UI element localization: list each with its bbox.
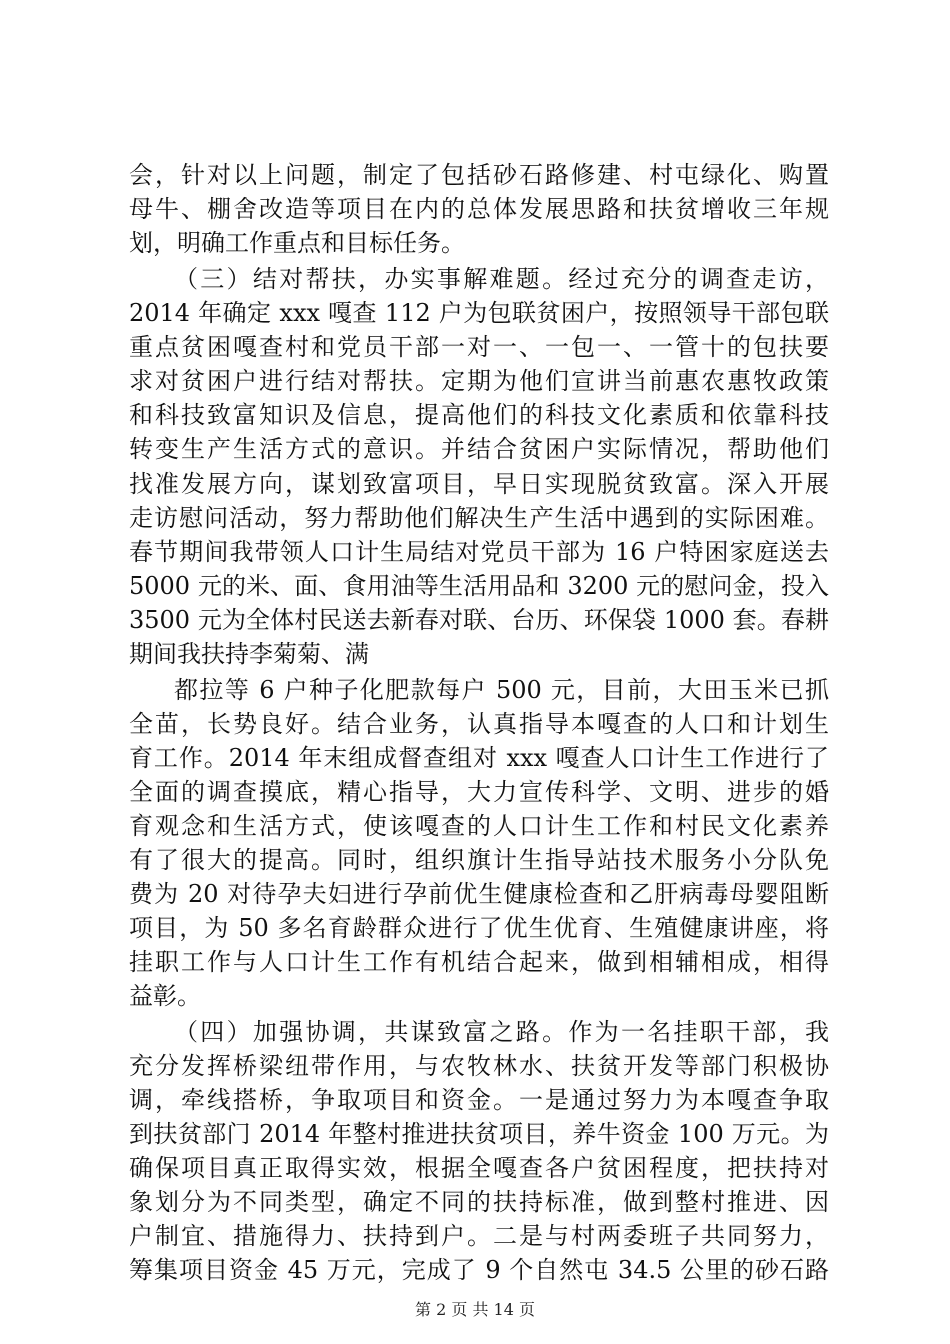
text-line: 求对贫困户进行结对帮扶。定期为他们宣讲当前惠农惠牧政策 bbox=[129, 367, 829, 395]
text-line: 母牛、棚舍改造等项目在内的总体发展思路和扶贫增收三年规 bbox=[129, 195, 829, 223]
text-line: 转变生产生活方式的意识。并结合贫困户实际情况，帮助他们 bbox=[129, 435, 829, 463]
text-line: 育工作。2014 年末组成督查组对 xxx 嘎查人口计生工作进行了 bbox=[129, 744, 829, 772]
text-line: 会，针对以上问题，制定了包括砂石路修建、村屯绿化、购置 bbox=[129, 161, 829, 189]
text-line: 春节期间我带领人口计生局结对党员干部为 16 户特困家庭送去 bbox=[129, 538, 829, 566]
text-line: 益彰。 bbox=[129, 982, 201, 1010]
text-line: 确保项目真正取得实效，根据全嘎查各户贫困程度，把扶持对 bbox=[129, 1154, 829, 1182]
text-line: 到扶贫部门 2014 年整村推进扶贫项目，养牛资金 100 万元。为 bbox=[129, 1120, 829, 1148]
text-line: 期间我扶持李菊菊、满 bbox=[129, 640, 369, 668]
text-line: 费为 20 对待孕夫妇进行孕前优生健康检查和乙肝病毒母婴阻断 bbox=[129, 880, 829, 908]
text-line: 重点贫困嘎查村和党员干部一对一、一包一、一管十的包扶要 bbox=[129, 333, 829, 361]
text-line: 5000 元的米、面、食用油等生活用品和 3200 元的慰问金，投入 bbox=[129, 572, 829, 600]
text-line: 育观念和生活方式，使该嘎查的人口计生工作和村民文化素养 bbox=[129, 812, 829, 840]
text-line: 和科技致富知识及信息，提高他们的科技文化素质和依靠科技 bbox=[129, 401, 829, 429]
text-line: （三）结对帮扶，办实事解难题。经过充分的调查走访， bbox=[174, 265, 829, 293]
text-line: 象划分为不同类型，确定不同的扶持标准，做到整村推进、因 bbox=[129, 1188, 829, 1216]
text-line: 有了很大的提高。同时，组织旗计生指导站技术服务小分队免 bbox=[129, 846, 829, 874]
text-line: 都拉等 6 户种子化肥款每户 500 元，目前，大田玉米已抓 bbox=[174, 676, 829, 704]
text-line: 找准发展方向，谋划致富项目，早日实现脱贫致富。深入开展 bbox=[129, 470, 829, 498]
text-line: （四）加强协调，共谋致富之路。作为一名挂职干部，我 bbox=[174, 1018, 829, 1046]
text-line: 划，明确工作重点和目标任务。 bbox=[129, 229, 465, 257]
text-line: 2014 年确定 xxx 嘎查 112 户为包联贫困户，按照领导干部包联 bbox=[129, 299, 829, 327]
text-line: 项目，为 50 多名育龄群众进行了优生优育、生殖健康讲座，将 bbox=[129, 914, 829, 942]
text-line: 调，牵线搭桥，争取项目和资金。一是通过努力为本嘎查争取 bbox=[129, 1086, 829, 1114]
text-line: 筹集项目资金 45 万元，完成了 9 个自然屯 34.5 公里的砂石路 bbox=[129, 1256, 829, 1284]
text-line: 户制宜、措施得力、扶持到户。二是与村两委班子共同努力， bbox=[129, 1222, 829, 1250]
text-line: 全苗，长势良好。结合业务，认真指导本嘎查的人口和计划生 bbox=[129, 710, 829, 738]
text-line: 全面的调查摸底，精心指导，大力宣传科学、文明、进步的婚 bbox=[129, 778, 829, 806]
text-line: 挂职工作与人口计生工作有机结合起来，做到相辅相成，相得 bbox=[129, 948, 829, 976]
text-line: 充分发挥桥梁纽带作用，与农牧林水、扶贫开发等部门积极协 bbox=[129, 1052, 829, 1080]
page-footer: 第 2 页 共 14 页 bbox=[415, 1300, 535, 1319]
text-line: 3500 元为全体村民送去新春对联、台历、环保袋 1000 套。春耕 bbox=[129, 606, 829, 634]
text-line: 走访慰问活动，努力帮助他们解决生产生活中遇到的实际困难。 bbox=[129, 504, 829, 532]
